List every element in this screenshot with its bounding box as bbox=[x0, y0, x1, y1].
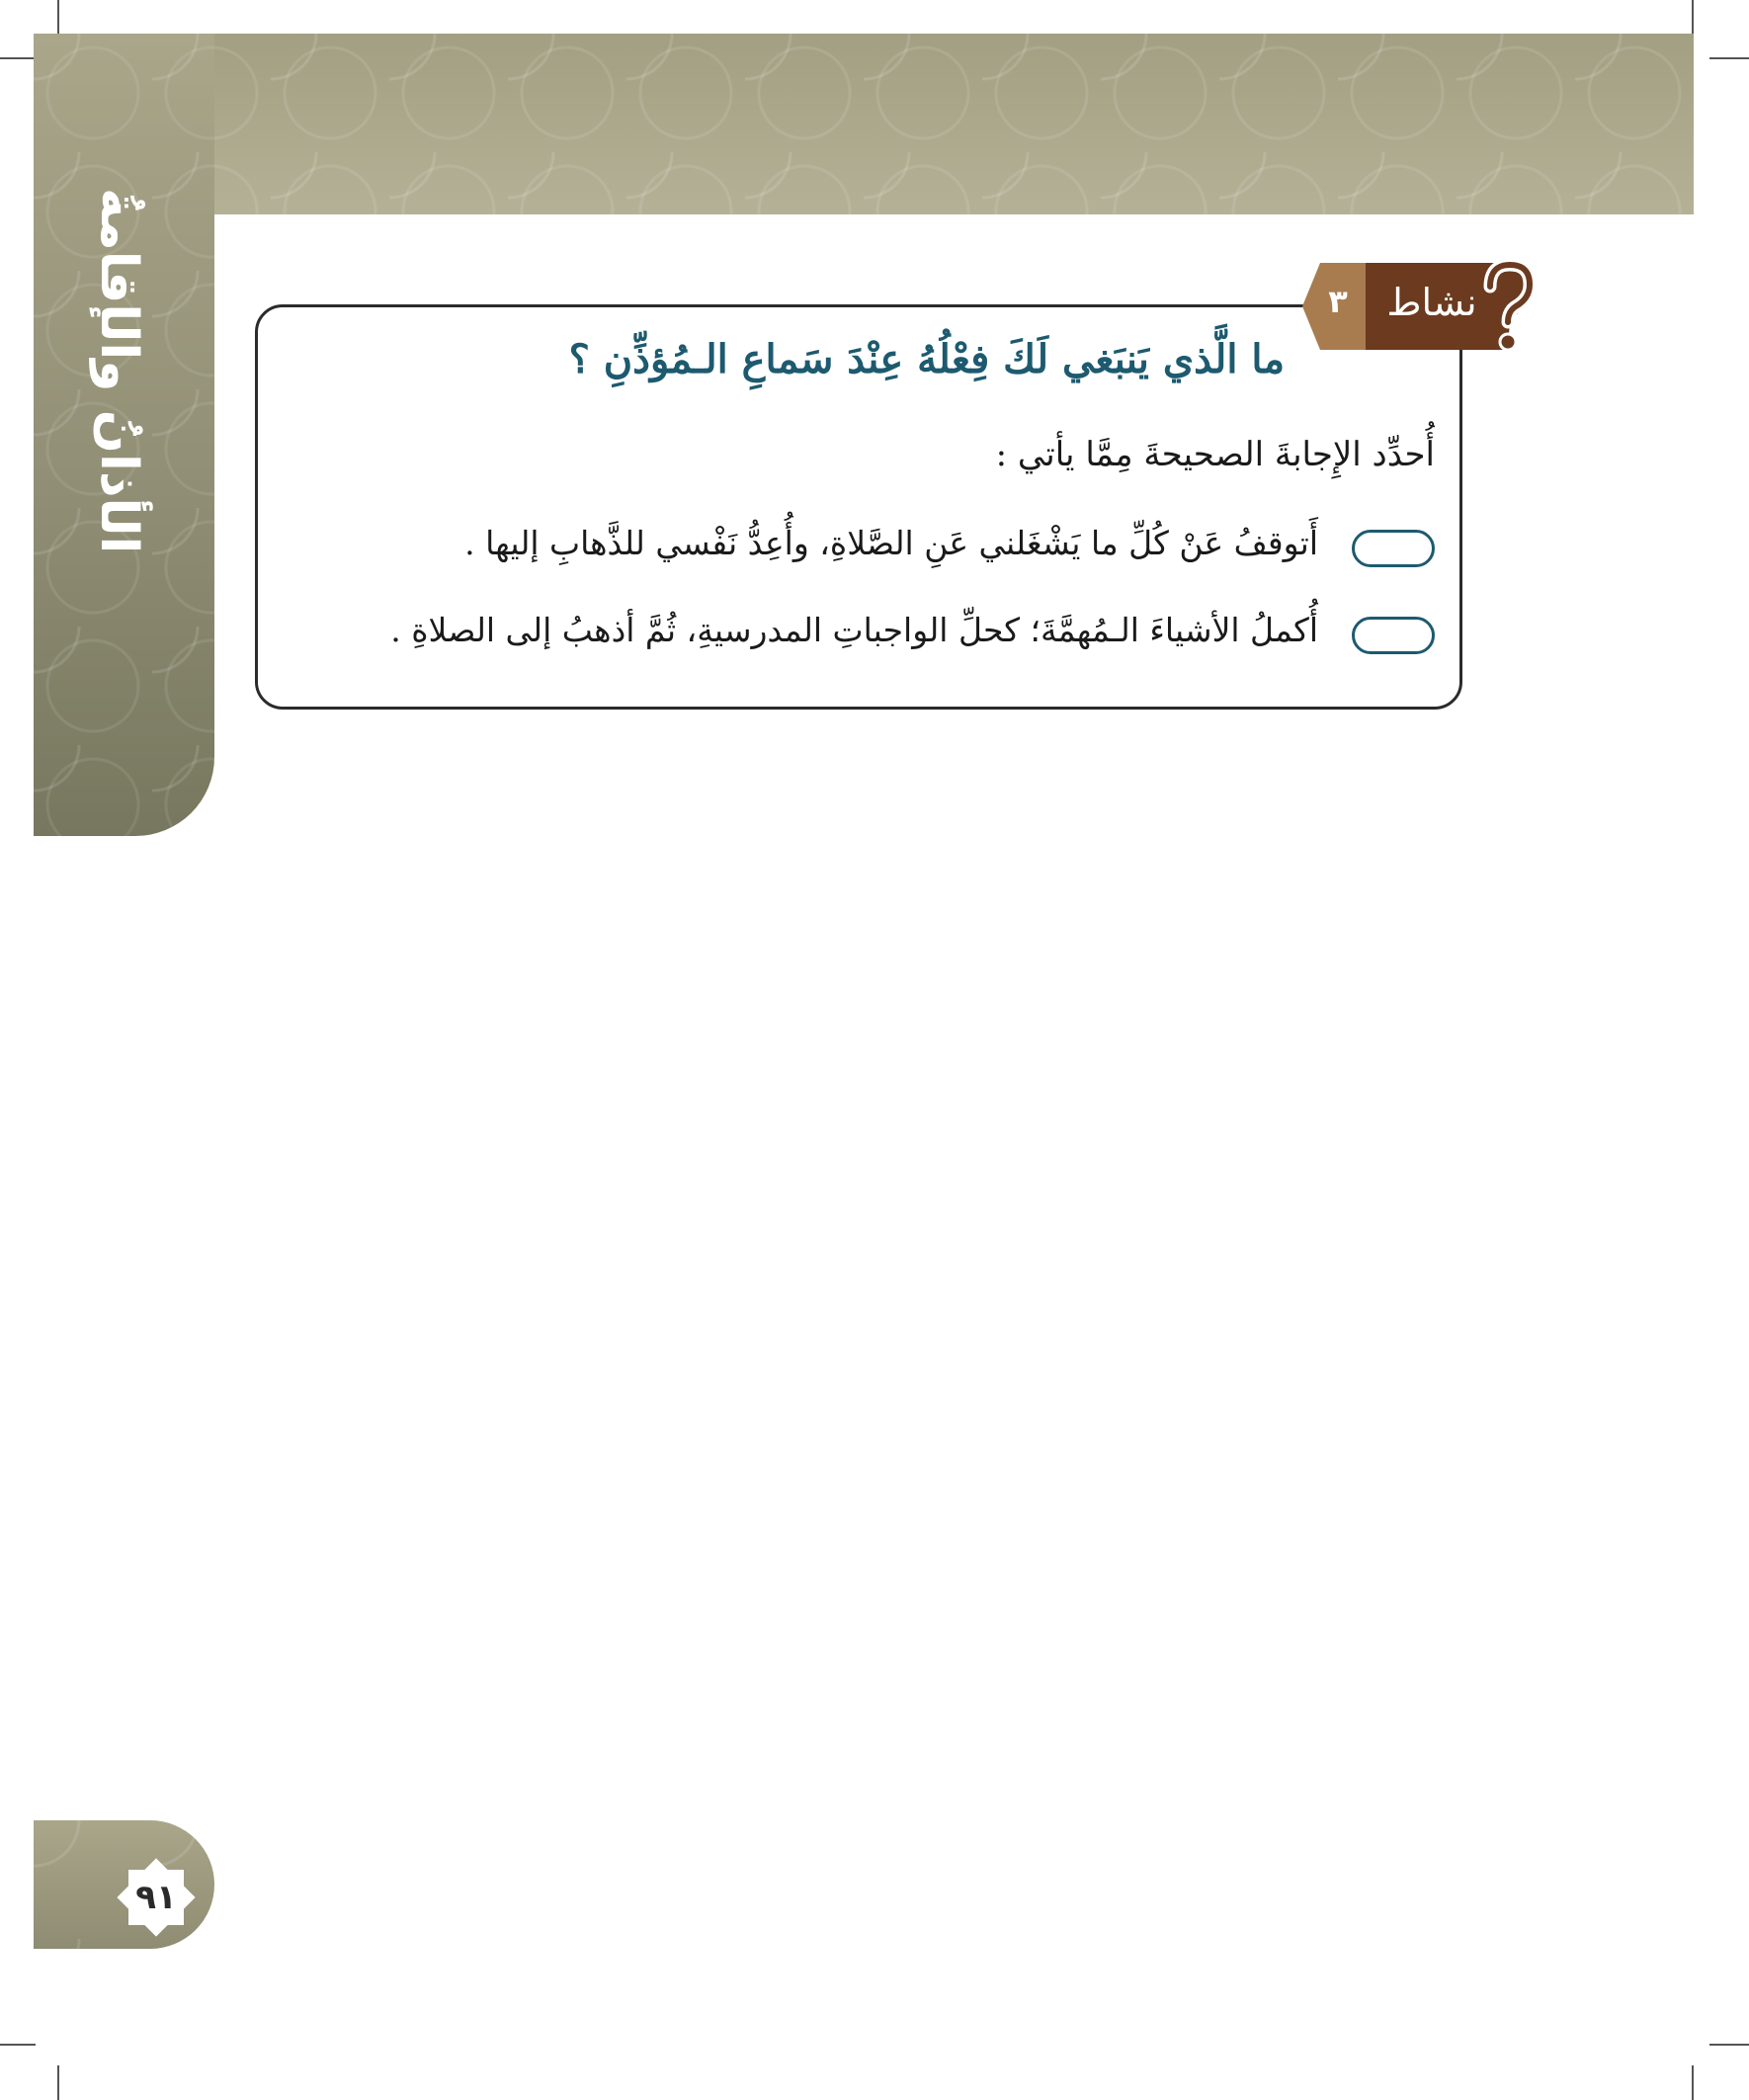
chapter-title: الأذانُ والإقامةُ bbox=[89, 188, 148, 554]
activity-label: نشاط bbox=[1386, 281, 1477, 324]
option-checkbox[interactable] bbox=[1352, 530, 1435, 567]
option-text: أُكملُ الأشياءَ الـمُهمَّةَ؛ كحلِّ الواجباتِ المدرسيةِ، ثُمَّ أذهبُ إلى الصلاةِ . bbox=[390, 611, 1318, 649]
crop-mark bbox=[0, 57, 36, 59]
option-row bbox=[296, 520, 1435, 579]
option-text: أَتوقفُ عَنْ كُلِّ ما يَشْغَلني عَنِ الصَّلاةِ، وأُعِدُّ نَفْسي للذَّهابِ إليها . bbox=[464, 524, 1318, 562]
crop-mark bbox=[1692, 2065, 1694, 2100]
option-row bbox=[296, 607, 1435, 666]
option-checkbox[interactable] bbox=[1352, 617, 1435, 654]
header-band bbox=[34, 34, 1694, 214]
activity-question: ما الَّذي يَنبَغي لَكَ فِعْلُهُ عِنْدَ سَماعِ الـمُؤذِّنِ ؟ bbox=[568, 336, 1285, 382]
page-number-badge bbox=[117, 1858, 196, 1937]
crop-mark bbox=[1692, 0, 1694, 36]
activity-instruction: أُحدِّد الإِجابةَ الصحيحةَ مِمَّا يأتي : bbox=[995, 435, 1435, 474]
page-number: ٩١ bbox=[135, 1878, 177, 1917]
crop-mark bbox=[0, 2044, 36, 2046]
activity-number: ٣ bbox=[1328, 283, 1348, 320]
question-mark-icon bbox=[1478, 259, 1538, 358]
crop-mark bbox=[1709, 57, 1749, 59]
crop-mark bbox=[57, 2065, 59, 2100]
crop-mark bbox=[57, 0, 59, 36]
crop-mark bbox=[1709, 2044, 1749, 2046]
